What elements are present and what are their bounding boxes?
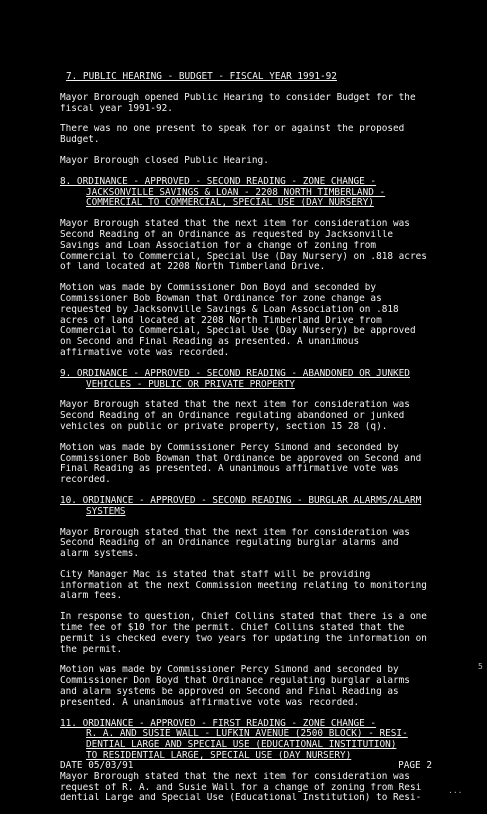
paragraph-line: dential Large and Special Use (Educational Institution) to Resi- bbox=[60, 793, 422, 804]
heading-line: 9. ORDINANCE - APPROVED - SECOND READING - ABANDONED OR JUNKED bbox=[60, 368, 410, 379]
paragraph-line: Budget. bbox=[60, 135, 100, 146]
heading-line: 10. ORDINANCE - APPROVED - SECOND READING - BURGLAR ALARMS/ALARM bbox=[60, 495, 422, 506]
paragraph bbox=[60, 772, 432, 804]
paragraph-line: presented. A unanimous affirmative vote was recorded. bbox=[60, 697, 360, 708]
paragraph-line: Commissioner Don Boyd that Ordinance regulating burglar alarms bbox=[60, 676, 410, 687]
paragraph bbox=[60, 570, 432, 602]
footer-date: DATE 05/03/91 bbox=[60, 760, 134, 771]
paragraph-line: alarm systems. bbox=[60, 549, 140, 560]
paragraph-line: vehicles on public or private property, section 15 28 (q). bbox=[60, 421, 388, 432]
paragraph-line: request of R. A. and Susie Wall for a change of zoning from Resi bbox=[60, 782, 422, 793]
paragraph bbox=[60, 612, 432, 655]
paragraph-line: Mayor Brorough stated that the next item for consideration was bbox=[60, 527, 410, 538]
paragraph-line: Savings and Loan Association for a change of zoning from bbox=[60, 240, 377, 251]
heading-line: JACKSONVILLE SAVINGS & LOAN - 2208 NORTH TIMBERLAND - bbox=[86, 187, 386, 198]
paragraph-line: acres of land located at 2208 North Timberland Drive from bbox=[60, 315, 382, 326]
heading-line: TO RESIDENTIAL LARGE, SPECIAL USE (DAY NURSERY) bbox=[86, 751, 352, 762]
document-body bbox=[60, 72, 432, 814]
paragraph-line: Commercial to Commercial, Special Use (Day Nursery) be approved bbox=[60, 326, 416, 337]
paragraph bbox=[60, 443, 432, 486]
paragraph-line: Motion was made by Commissioner Percy Simond and seconded by bbox=[60, 665, 399, 676]
paragraph-line: requested by Jacksonville Savings & Loan Association on .818 bbox=[60, 304, 399, 315]
paragraph bbox=[60, 93, 432, 115]
section-heading bbox=[60, 496, 432, 518]
heading-line: 8. ORDINANCE - APPROVED - SECOND READING - ZONE CHANGE - bbox=[60, 176, 377, 187]
footer-page-number: PAGE 2 bbox=[398, 760, 432, 771]
paragraph-line: In response to question, Chief Collins stated that there is a one bbox=[60, 612, 427, 623]
paragraph-line: Mayor Brorough closed Public Hearing. bbox=[60, 155, 269, 166]
paragraph-line: fiscal year 1991-92. bbox=[60, 103, 173, 114]
paragraph-line: Final Reading as presented. A unanimous affirmative vote was bbox=[60, 464, 399, 475]
paragraph-line: recorded. bbox=[60, 475, 111, 486]
heading-line: VEHICLES - PUBLIC OR PRIVATE PROPERTY bbox=[86, 379, 295, 390]
section-heading bbox=[60, 369, 432, 391]
heading-line: 11. ORDINANCE - APPROVED - FIRST READING - ZONE CHANGE - bbox=[60, 718, 377, 729]
paragraph bbox=[60, 219, 432, 273]
paragraph-line: Mayor Brorough stated that the next item for consideration was bbox=[60, 219, 410, 230]
paragraph bbox=[60, 400, 432, 432]
heading-line: SYSTEMS bbox=[86, 506, 126, 517]
paragraph bbox=[60, 283, 432, 359]
paragraph-line: of land located at 2208 North Timberland Drive. bbox=[60, 262, 326, 273]
paragraph-line: on Second and Final Reading as presented. A unanimous bbox=[60, 337, 360, 348]
paragraph-line: Motion was made by Commissioner Don Boyd and seconded by bbox=[60, 283, 377, 294]
paragraph bbox=[60, 156, 432, 167]
paragraph-line: Commercial to Commercial, Special Use (Day Nursery) on .818 acres bbox=[60, 251, 427, 262]
paragraph-line: Mayor Brorough opened Public Hearing to consider Budget for the bbox=[60, 92, 416, 103]
bottom-mark: ... bbox=[448, 786, 463, 795]
section-heading bbox=[60, 72, 432, 83]
heading-line: 7. PUBLIC HEARING - BUDGET - FISCAL YEAR 1991-92 bbox=[66, 72, 337, 82]
paragraph-line: Second Reading of an Ordinance as requested by Jacksonville bbox=[60, 229, 394, 240]
paragraph-line: Motion was made by Commissioner Percy Simond and seconded by bbox=[60, 442, 399, 453]
paragraph-line: information at the next Commission meeting relating to monitoring bbox=[60, 580, 427, 591]
section-heading bbox=[60, 177, 432, 209]
paragraph bbox=[60, 665, 432, 708]
paragraph-line: Second Reading of an Ordinance regulating burglar alarms and bbox=[60, 538, 399, 549]
paragraph-line: and alarm systems be approved on Second and Final Reading as bbox=[60, 687, 399, 698]
paragraph bbox=[60, 124, 432, 146]
paragraph-line: Mayor Brorough stated that the next item for consideration was bbox=[60, 771, 410, 782]
paragraph-line: Commissioner Bob Bowman that Ordinance for zone change as bbox=[60, 293, 382, 304]
margin-mark: 5 bbox=[478, 662, 483, 671]
paragraph-line: Mayor Brorough stated that the next item for consideration was bbox=[60, 400, 410, 411]
paragraph-line: time fee of $10 for the permit. Chief Collins stated that the bbox=[60, 623, 405, 634]
paragraph-line: permit is checked every two years for updating the information on bbox=[60, 633, 427, 644]
paragraph-line: Commissioner Bob Bowman that Ordinance be approved on Second and bbox=[60, 453, 422, 464]
heading-line: DENTIAL LARGE AND SPECIAL USE (EDUCATIONAL INSTITUTION) bbox=[86, 740, 397, 751]
heading-line: COMMERCIAL TO COMMERCIAL, SPECIAL USE (DAY NURSERY) bbox=[86, 198, 374, 209]
paragraph-line: alarm fees. bbox=[60, 591, 123, 602]
heading-line: R. A. AND SUSIE WALL - LUFKIN AVENUE (2500 BLOCK) - RESI- bbox=[86, 729, 408, 740]
paragraph bbox=[60, 528, 432, 560]
paragraph-line: Second Reading of an Ordinance regulating abandoned or junked bbox=[60, 411, 405, 422]
section-heading bbox=[60, 719, 432, 762]
paragraph-line: There was no one present to speak for or against the proposed bbox=[60, 124, 405, 135]
paragraph-line: the permit. bbox=[60, 644, 123, 655]
paragraph-line: affirmative vote was recorded. bbox=[60, 347, 230, 358]
paragraph-line: City Manager Mac is stated that staff will be providing bbox=[60, 569, 371, 580]
